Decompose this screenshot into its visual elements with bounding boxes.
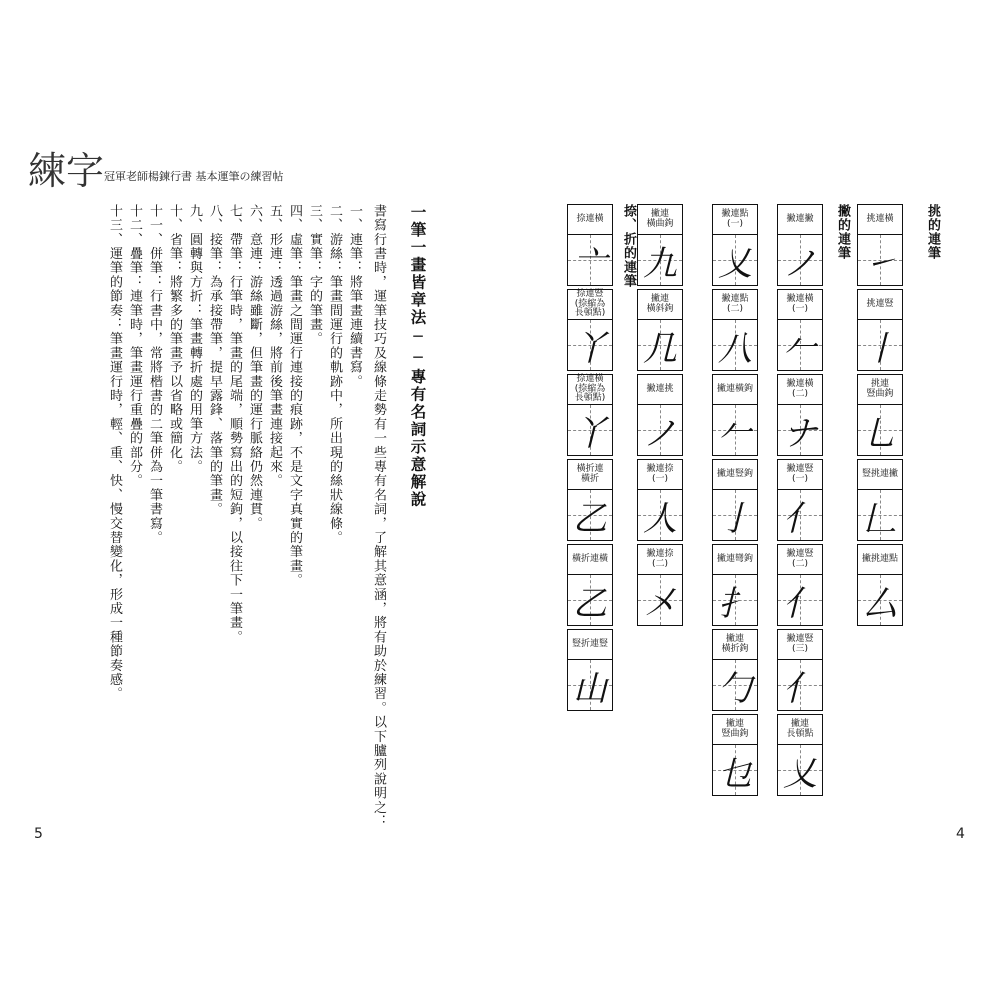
stroke-example-glyph: 八 xyxy=(718,328,752,369)
stroke-example-glyph: 人 xyxy=(643,498,677,539)
writing-box xyxy=(638,490,682,540)
stroke-example-glyph: 勹 xyxy=(718,668,752,709)
body-line: 八、接筆：為承接帶筆，提早露鋒、落筆的筆畫。 xyxy=(207,204,222,517)
stroke-example-glyph: 𠂉 xyxy=(718,413,752,454)
practice-cell xyxy=(857,544,903,626)
stroke-example-glyph: 亠 xyxy=(573,243,607,284)
practice-cell xyxy=(857,459,903,541)
writing-box xyxy=(568,660,612,710)
writing-box xyxy=(778,660,822,710)
writing-box xyxy=(778,320,822,370)
stroke-example-glyph: 亻 xyxy=(783,583,817,624)
practice-cell xyxy=(712,714,758,796)
writing-box xyxy=(638,405,682,455)
writing-box xyxy=(568,490,612,540)
stroke-example-glyph: 乙 xyxy=(573,583,607,624)
stroke-label: 撇連橫鉤 xyxy=(713,375,757,405)
body-line: 一、連筆：將筆畫連續書寫。 xyxy=(347,204,362,389)
body-line: 六、意連：游絲雖斷，但筆畫的運行脈絡仍然連貫。 xyxy=(247,204,262,531)
practice-cell xyxy=(777,714,823,796)
writing-box xyxy=(568,235,612,285)
stroke-example-glyph: 㐅 xyxy=(643,583,677,624)
writing-box xyxy=(713,235,757,285)
stroke-label: 撇連豎鉤 xyxy=(713,460,757,490)
stroke-example-glyph: 乚 xyxy=(863,413,897,454)
writing-box xyxy=(638,320,682,370)
stroke-example-glyph: 乂 xyxy=(718,243,752,284)
writing-box xyxy=(858,235,902,285)
stroke-label: 撇連撇 xyxy=(778,205,822,235)
body-line: 四、虛筆：筆畫之間運行連接的痕跡，不是文字真實的筆畫。 xyxy=(287,204,302,588)
body-line: 十一、併筆：行書中，常將楷書的二筆併為一筆書寫。 xyxy=(147,204,162,545)
stroke-label: 撇連挑 xyxy=(638,375,682,405)
practice-cell xyxy=(857,374,903,456)
writing-box xyxy=(778,405,822,455)
stroke-example-glyph: 丫 xyxy=(573,413,607,454)
stroke-label: 撇連豎 (二) xyxy=(778,545,822,575)
practice-cell xyxy=(637,204,683,286)
practice-cell xyxy=(567,289,613,371)
practice-cell xyxy=(637,544,683,626)
stroke-label: 撇挑連點 xyxy=(858,545,902,575)
stroke-example-glyph: 乙 xyxy=(573,498,607,539)
practice-cell xyxy=(712,289,758,371)
writing-box xyxy=(713,660,757,710)
writing-box xyxy=(858,575,902,625)
practice-cell xyxy=(857,289,903,371)
stroke-label: 撇連彎鉤 xyxy=(713,545,757,575)
stroke-label: 撇連 橫斜鉤 xyxy=(638,290,682,320)
stroke-example-glyph: 亻 xyxy=(783,498,817,539)
practice-cell xyxy=(712,459,758,541)
writing-box xyxy=(638,235,682,285)
practice-cell xyxy=(712,374,758,456)
practice-cell xyxy=(777,459,823,541)
stroke-example-glyph: 扌 xyxy=(718,583,752,624)
stroke-example-glyph: ナ xyxy=(783,413,817,454)
practice-cell xyxy=(637,289,683,371)
body-line: 五、形連：透過游絲，將前後筆畫連接起來。 xyxy=(267,204,282,488)
stroke-label: 橫折連橫 xyxy=(568,545,612,575)
writing-box xyxy=(778,490,822,540)
heading-na-zhe-connections: 捺、折的連筆 xyxy=(621,204,636,288)
practice-cell xyxy=(777,629,823,711)
writing-box xyxy=(568,405,612,455)
stroke-label: 挑連橫 xyxy=(858,205,902,235)
practice-cell xyxy=(637,374,683,456)
stroke-example-glyph: 𠂉 xyxy=(783,328,817,369)
stroke-label: 撇連橫 (二) xyxy=(778,375,822,405)
stroke-example-glyph: 几 xyxy=(643,328,677,369)
practice-cell xyxy=(567,544,613,626)
stroke-label: 撇連捺 (二) xyxy=(638,545,682,575)
stroke-example-glyph: 乂 xyxy=(783,753,817,794)
practice-cell xyxy=(712,204,758,286)
stroke-example-glyph: 山 xyxy=(573,668,607,709)
practice-cell xyxy=(777,289,823,371)
stroke-example-glyph: 亅 xyxy=(718,498,752,539)
writing-box xyxy=(858,405,902,455)
writing-box xyxy=(713,405,757,455)
stroke-label: 豎折連豎 xyxy=(568,630,612,660)
practice-cell xyxy=(712,544,758,626)
writing-box xyxy=(778,745,822,795)
practice-cell xyxy=(712,629,758,711)
body-line: 十、省筆：將繁多的筆畫予以省略或簡化。 xyxy=(167,204,182,474)
writing-box xyxy=(858,320,902,370)
stroke-example-glyph: ノ xyxy=(643,413,677,454)
practice-cell xyxy=(567,629,613,711)
stroke-label: 撇連橫 (一) xyxy=(778,290,822,320)
stroke-example-glyph: 丫 xyxy=(573,328,607,369)
stroke-label: 撇連 橫曲鉤 xyxy=(638,205,682,235)
stroke-example-glyph: 丨 xyxy=(863,328,897,369)
book-subtitle: 冠軍老師楊鍊行書 基本運筆の練習帖 xyxy=(104,170,284,183)
stroke-example-glyph: ノ xyxy=(783,243,817,284)
stroke-label: 撇連點 (二) xyxy=(713,290,757,320)
stroke-label: 捺連橫 xyxy=(568,205,612,235)
stroke-example-glyph: 乜 xyxy=(718,753,752,794)
stroke-label: 捺連豎 (捺縮為 長頓點) xyxy=(568,290,612,320)
stroke-label: 撇連 橫折鉤 xyxy=(713,630,757,660)
writing-box xyxy=(713,575,757,625)
stroke-label: 捺連橫 (捺縮為 長頓點) xyxy=(568,375,612,405)
writing-box xyxy=(778,575,822,625)
practice-cell xyxy=(777,204,823,286)
body-intro-line: 書寫行書時，運筆技巧及線條走勢有一些專有名詞，了解其意涵，將有助於練習。以下臚列說明之： xyxy=(371,204,386,829)
stroke-label: 撇連豎 (一) xyxy=(778,460,822,490)
practice-cell xyxy=(777,374,823,456)
body-line: 二、游絲：筆畫間運行的軌跡中，所出現的絲狀線條。 xyxy=(327,204,342,545)
stroke-example-glyph: 𠃊 xyxy=(863,498,897,539)
body-line: 十二、疊筆：連筆時，筆畫運行重疊的部分。 xyxy=(127,204,142,488)
practice-cell xyxy=(567,204,613,286)
writing-box xyxy=(713,745,757,795)
heading-tiao-connections: 挑的連筆 xyxy=(925,204,940,260)
stroke-label: 挑連 豎曲鉤 xyxy=(858,375,902,405)
stroke-label: 撇連捺 (一) xyxy=(638,460,682,490)
stroke-example-glyph: ㇀ xyxy=(863,243,897,284)
section-title: 一筆一畫皆章法──專有名詞示意解說 xyxy=(408,204,428,509)
stroke-example-glyph: 亻 xyxy=(783,668,817,709)
practice-cell xyxy=(857,204,903,286)
book-logo: 練字 xyxy=(28,149,105,193)
writing-box xyxy=(638,575,682,625)
stroke-label: 撇連 豎曲鉤 xyxy=(713,715,757,745)
practice-cell xyxy=(567,374,613,456)
writing-box xyxy=(778,235,822,285)
writing-box xyxy=(713,490,757,540)
stroke-label: 撇連豎 (三) xyxy=(778,630,822,660)
stroke-label: 豎挑連撇 xyxy=(858,460,902,490)
page-number-left: 5 xyxy=(34,826,43,842)
body-line: 九、圓轉與方折：筆畫轉折處的用筆方法。 xyxy=(187,204,202,474)
stroke-label: 撇連點 (一) xyxy=(713,205,757,235)
body-line: 十三、運筆的節奏：筆畫運行時，輕、重、快、慢交替變化，形成一種節奏感。 xyxy=(107,204,122,701)
writing-box xyxy=(713,320,757,370)
stroke-label: 挑連豎 xyxy=(858,290,902,320)
writing-box xyxy=(858,490,902,540)
stroke-label: 撇連 長頓點 xyxy=(778,715,822,745)
body-line: 三、實筆：字的筆畫。 xyxy=(307,204,322,346)
stroke-example-glyph: 厶 xyxy=(863,583,897,624)
body-line: 七、帶筆：行筆時，筆畫的尾端，順勢寫出的短鉤，以接往下一筆畫。 xyxy=(227,204,242,645)
practice-cell xyxy=(567,459,613,541)
heading-pie-connections: 撇的連筆 xyxy=(835,204,850,260)
writing-box xyxy=(568,575,612,625)
page-number-right: 4 xyxy=(956,826,965,842)
practice-cell xyxy=(777,544,823,626)
practice-cell xyxy=(637,459,683,541)
writing-box xyxy=(568,320,612,370)
stroke-example-glyph: 九 xyxy=(643,243,677,284)
stroke-label: 橫折連 橫折 xyxy=(568,460,612,490)
